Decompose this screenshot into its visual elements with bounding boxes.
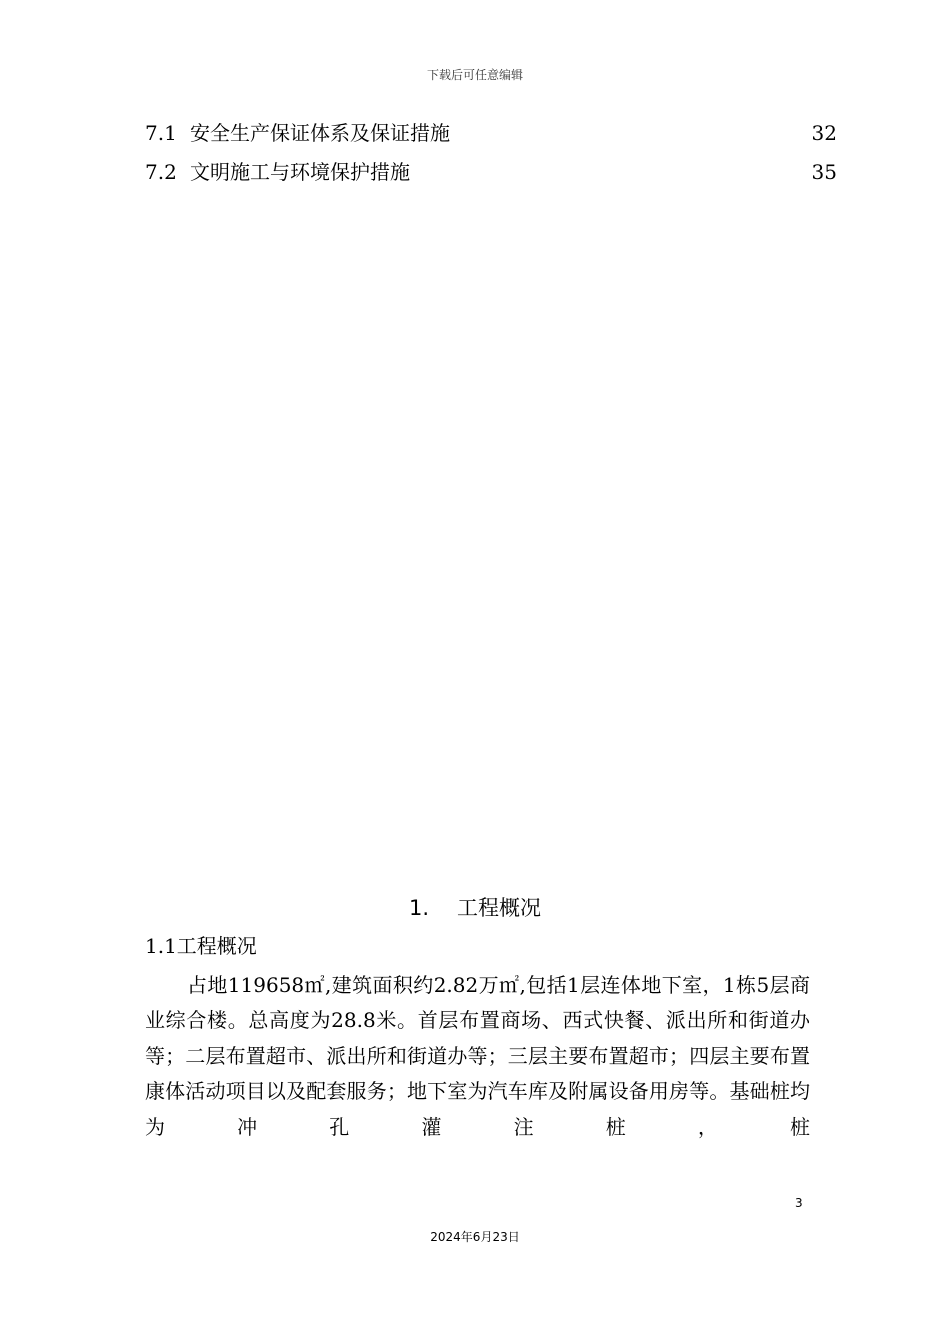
- header-note: 下载后可任意编辑: [426, 68, 523, 82]
- toc-entry-page: 35: [811, 160, 837, 184]
- body-paragraph: 占地119658㎡,建筑面积约2.82万㎡,包括1层连体地下室，1栋5层商业综合楼。总高度为28.8米。首层布置商场、西式快餐、派出所和街道办等；二层布置超市、派出所和街道办等；三层主要布置超市；四层主要布置康体活动项目以及配套服务；地下室为汽车库及附属设备用房等。基础桩均为冲孔灌注桩，桩: [145, 973, 810, 1139]
- table-of-contents: [145, 118, 837, 196]
- toc-entry[interactable]: [145, 118, 837, 157]
- toc-entry-page: 32: [811, 121, 837, 145]
- subsection-heading: 1.1工程概况: [145, 934, 257, 958]
- section-number: 1.: [408, 896, 430, 920]
- toc-entry-number: 7.2: [145, 160, 177, 184]
- toc-entry-number: 7.1: [145, 121, 177, 145]
- toc-entry-title: 安全生产保证体系及保证措施: [190, 121, 450, 145]
- page-number: 3: [795, 1196, 803, 1210]
- section-heading: [0, 893, 950, 923]
- toc-entry-title: 文明施工与环境保护措施: [190, 160, 410, 184]
- toc-entry[interactable]: [145, 157, 837, 196]
- section-title: 工程概况: [457, 896, 542, 920]
- footer-date: 2024年6月23日: [430, 1230, 520, 1244]
